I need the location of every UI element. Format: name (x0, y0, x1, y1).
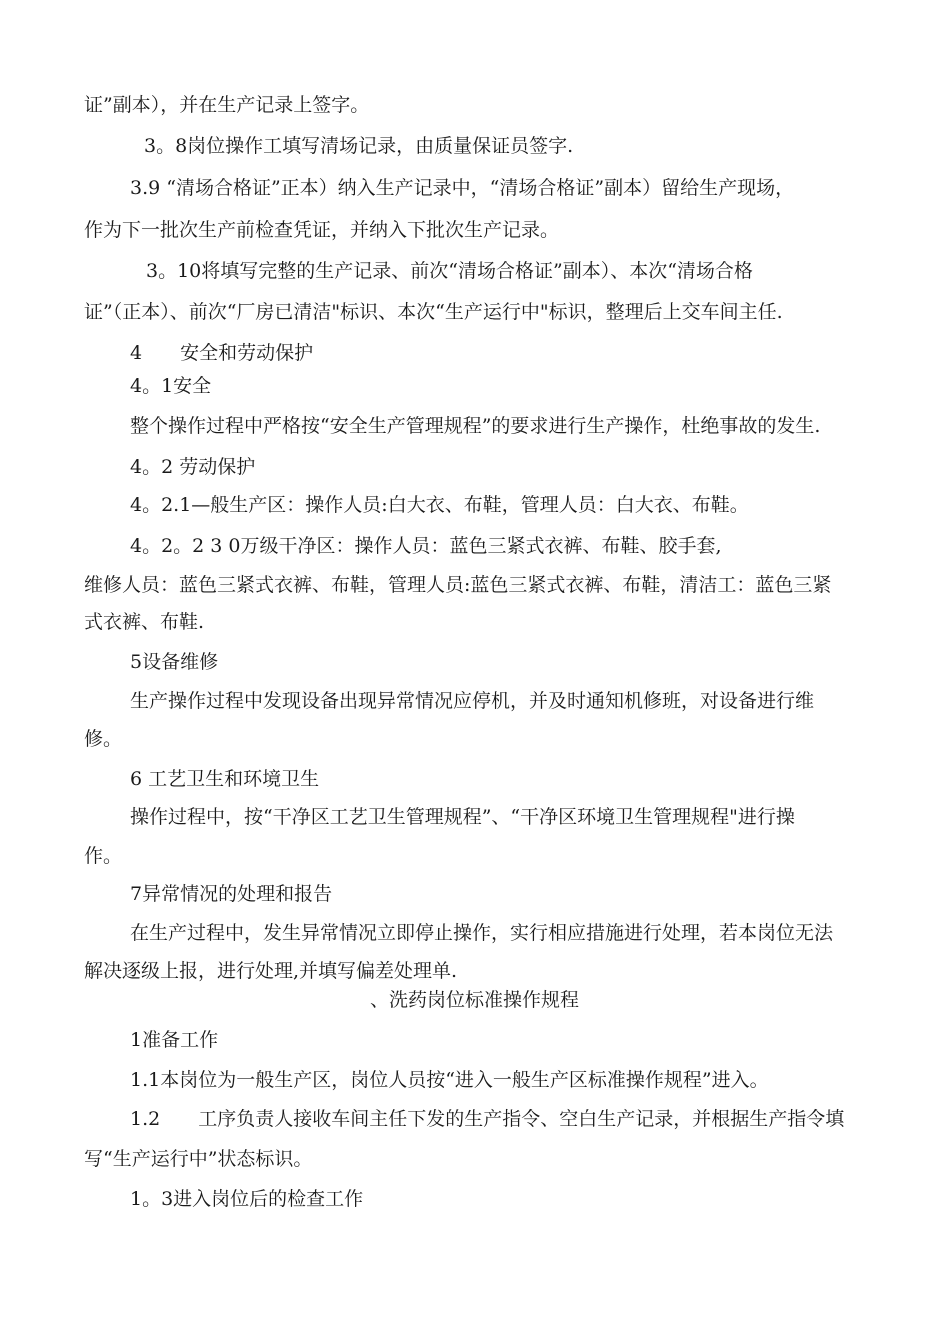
section-heading: 5设备维修 (130, 651, 219, 673)
section-heading: 4。1安全 (130, 375, 212, 397)
text-line: 作。 (84, 845, 123, 867)
text-line: 3.9 “清场合格证”正本）纳入生产记录中，“清场合格证”副本）留给生产现场， (130, 177, 795, 199)
text-line: 修。 (84, 728, 123, 750)
text-line: 生产操作过程中发现设备出现异常情况应停机，并及时通知机修班，对设备进行维 (130, 690, 815, 712)
text-line: 式衣裤、布鞋. (84, 611, 205, 633)
section-heading: 1。3进入岗位后的检查工作 (130, 1188, 364, 1210)
section-heading: 1准备工作 (130, 1029, 219, 1051)
text-line: 3。10将填写完整的生产记录、前次“清场合格证”副本）、本次“清场合格 (146, 260, 753, 282)
section-heading: 6 工艺卫生和环境卫生 (130, 768, 320, 790)
text-line: 1.2 工序负责人接收车间主任下发的生产指令、空白生产记录，并根据生产指令填 (130, 1108, 845, 1130)
section-heading: 4。2 劳动保护 (130, 456, 256, 478)
text-line: 3。8岗位操作工填写清场记录，由质量保证员签字. (144, 135, 574, 157)
text-line: 4。2。2 3 0万级干净区：操作人员：蓝色三紧式衣裤、布鞋、胶手套, (130, 535, 722, 557)
document-title: 、洗药岗位标准操作规程 (370, 989, 580, 1011)
text-line: 操作过程中，按“干净区工艺卫生管理规程”、“干净区环境卫生管理规程"进行操 (130, 806, 795, 828)
text-line: 证”副本），并在生产记录上签字。 (84, 94, 370, 116)
text-line: 解决逐级上报，进行处理,并填写偏差处理单. (84, 960, 458, 982)
text-line: 作为下一批次生产前检查凭证，并纳入下批次生产记录。 (84, 219, 560, 241)
text-line: 1.1本岗位为一般生产区，岗位人员按“进入一般生产区标准操作规程”进入。 (130, 1069, 769, 1091)
text-line: 在生产过程中，发生异常情况立即停止操作，实行相应措施进行处理，若本岗位无法 (130, 922, 834, 944)
text-line: 整个操作过程中严格按“安全生产管理规程”的要求进行生产操作，杜绝事故的发生. (130, 415, 821, 437)
section-heading: 4 安全和劳动保护 (130, 342, 314, 364)
text-line: 4。2.1—般生产区：操作人员:白大衣、布鞋，管理人员：白大衣、布鞋。 (130, 494, 749, 516)
section-heading: 7异常情况的处理和报告 (130, 883, 333, 905)
text-line: 维修人员：蓝色三紧式衣裤、布鞋，管理人员:蓝色三紧式衣裤、布鞋，清洁工：蓝色三紧 (84, 574, 832, 596)
text-line: 证”（正本）、前次“厂房已清洁"标识、本次“生产运行中"标识，整理后上交车间主任. (84, 301, 783, 323)
text-line: 写“生产运行中”状态标识。 (84, 1148, 313, 1170)
